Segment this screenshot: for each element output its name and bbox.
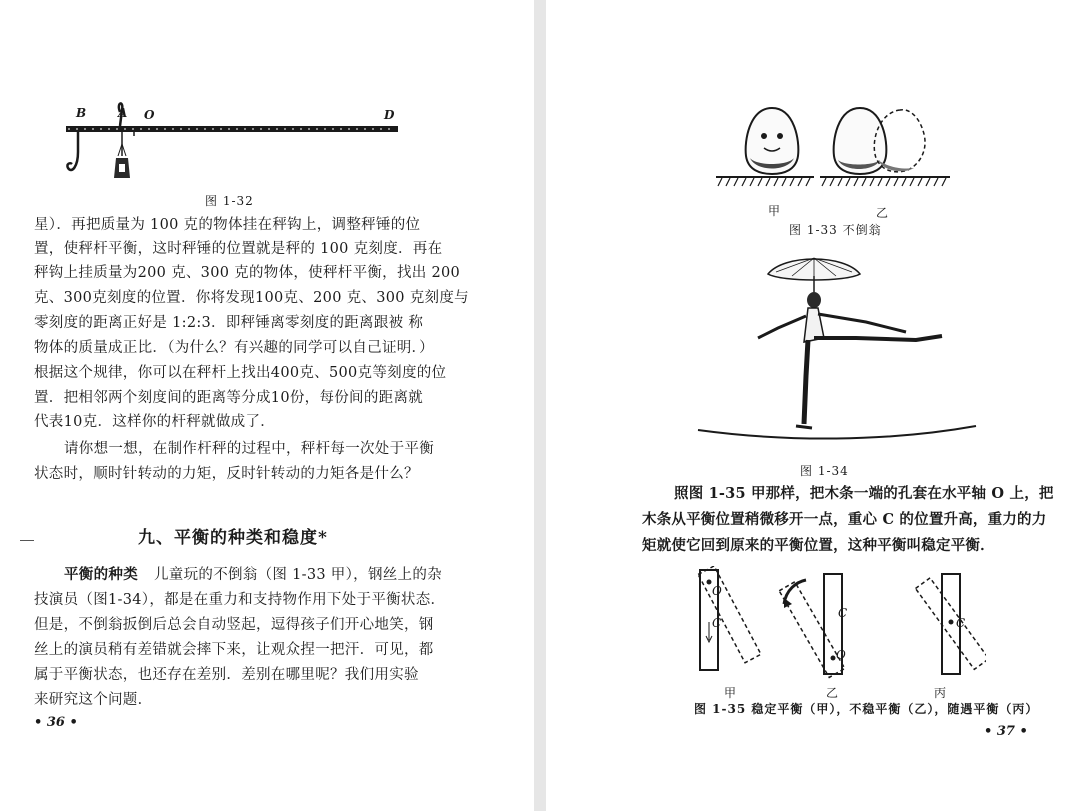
figure-1-35 [686, 566, 986, 682]
left-page [0, 0, 534, 811]
text-line: 属于平衡状态，也还存在差别．差别在哪里呢？我们用实验 [34, 667, 419, 683]
text-line: 木条从平衡位置稍微移开一点，重心 C 的位置升高，重力的力 [642, 511, 1047, 528]
label-o-jia: O [712, 584, 722, 598]
text-line: 丝上的演员稍有差错就会摔下来，让观众捏一把汗．可见，都 [34, 642, 434, 658]
text-line: 克、300克刻度的位置．你将发现100克、200 克、300 克刻度与 [34, 290, 469, 306]
figure-1-33-caption: 图 1-33 不倒翁 [789, 223, 882, 237]
label-b: B [76, 106, 87, 120]
figure-1-34 [696, 246, 978, 446]
tumbler-illustration [714, 100, 954, 190]
text-line: 但是，不倒翁扳倒后总会自动竖起，逗得孩子们开心地笑，钢 [34, 617, 434, 633]
page-number: • 36 • [34, 715, 78, 730]
text-line: 置，使秤杆平衡，这时秤锤的位置就是秤的 100 克刻度．再在 [34, 241, 443, 257]
text-line: 置．把相邻两个刻度间的距离等分成10份，每份间的距离就 [34, 390, 424, 406]
text-line: 矩就使它回到原来的平衡位置，这种平衡叫稳定平衡． [642, 537, 995, 554]
balance-types-illustration [686, 566, 986, 682]
text-line [64, 563, 442, 587]
text-line: 零刻度的距离正好是 1:2:3．即秤锤离零刻度的距离跟被 称 [34, 315, 424, 331]
figure-1-33 [714, 100, 954, 190]
text-line: 星）．再把质量为 100 克的物体挂在秤钩上，调整秤锤的位 [34, 217, 421, 233]
figure-1-32-caption: 图 1-32 [205, 194, 254, 208]
text-line: 秤钩上挂质量为200 克、300 克的物体，使秤杆平衡，找出 200 [34, 265, 461, 281]
figure-1-33-label-jia: 甲 [768, 204, 782, 218]
text-line: 根据这个规律，你可以在秤杆上找出400克、500克等刻度的位 [34, 365, 447, 381]
text-line: 物体的质量成正比．（为什么？有兴趣的同学可以自己证明．） [34, 340, 434, 356]
figure-1-34-caption: 图 1-34 [800, 464, 849, 478]
text-line: 照图 1-35 甲那样，把木条一端的孔套在水平轴 O 上，把 [674, 485, 1054, 502]
figure-1-35-caption: 图 1-35 稳定平衡（甲），不稳平衡（乙），随遇平衡（丙） [694, 702, 1039, 716]
label-d: D [384, 108, 395, 122]
label-o-yi: O [836, 648, 846, 662]
text-line: 来研究这个问题． [34, 692, 153, 708]
figure-1-33-label-yi: 乙 [876, 206, 890, 220]
label-c-jia: C [712, 616, 722, 630]
page-number: • 37 • [984, 724, 1028, 739]
paragraph-lead: 平衡的种类 [64, 566, 138, 583]
right-page [546, 0, 1080, 811]
label-c-yi: C [838, 606, 848, 620]
text-line: 请你想一想，在制作杆秤的过程中，秤杆每一次处于平衡 [64, 441, 434, 457]
section-heading: 九、平衡的种类和稳度* [138, 528, 328, 548]
label-o: O [144, 108, 155, 122]
margin-mark [20, 540, 34, 541]
label-a: A [118, 106, 128, 120]
acrobat-illustration [696, 246, 978, 446]
steelyard-illustration [58, 96, 408, 188]
book-gutter [534, 0, 546, 811]
figure-1-32 [58, 96, 408, 188]
label-c-bing: C [956, 616, 966, 630]
text-line: 技演员（图1-34），都是在重力和支持物作用下处于平衡状态． [34, 592, 446, 608]
text-line: 代表10克．这样你的杆秤就做成了． [34, 414, 276, 430]
figure-1-35-label-bing: 丙 [934, 686, 948, 700]
text-line: 状态时，顺时针转动的力矩，反时针转动的力矩各是什么？ [34, 466, 419, 482]
text-run: 儿童玩的不倒翁（图 1-33 甲），钢丝上的杂 [154, 567, 442, 583]
figure-1-35-label-yi: 乙 [826, 686, 840, 700]
figure-1-35-label-jia: 甲 [724, 686, 738, 700]
